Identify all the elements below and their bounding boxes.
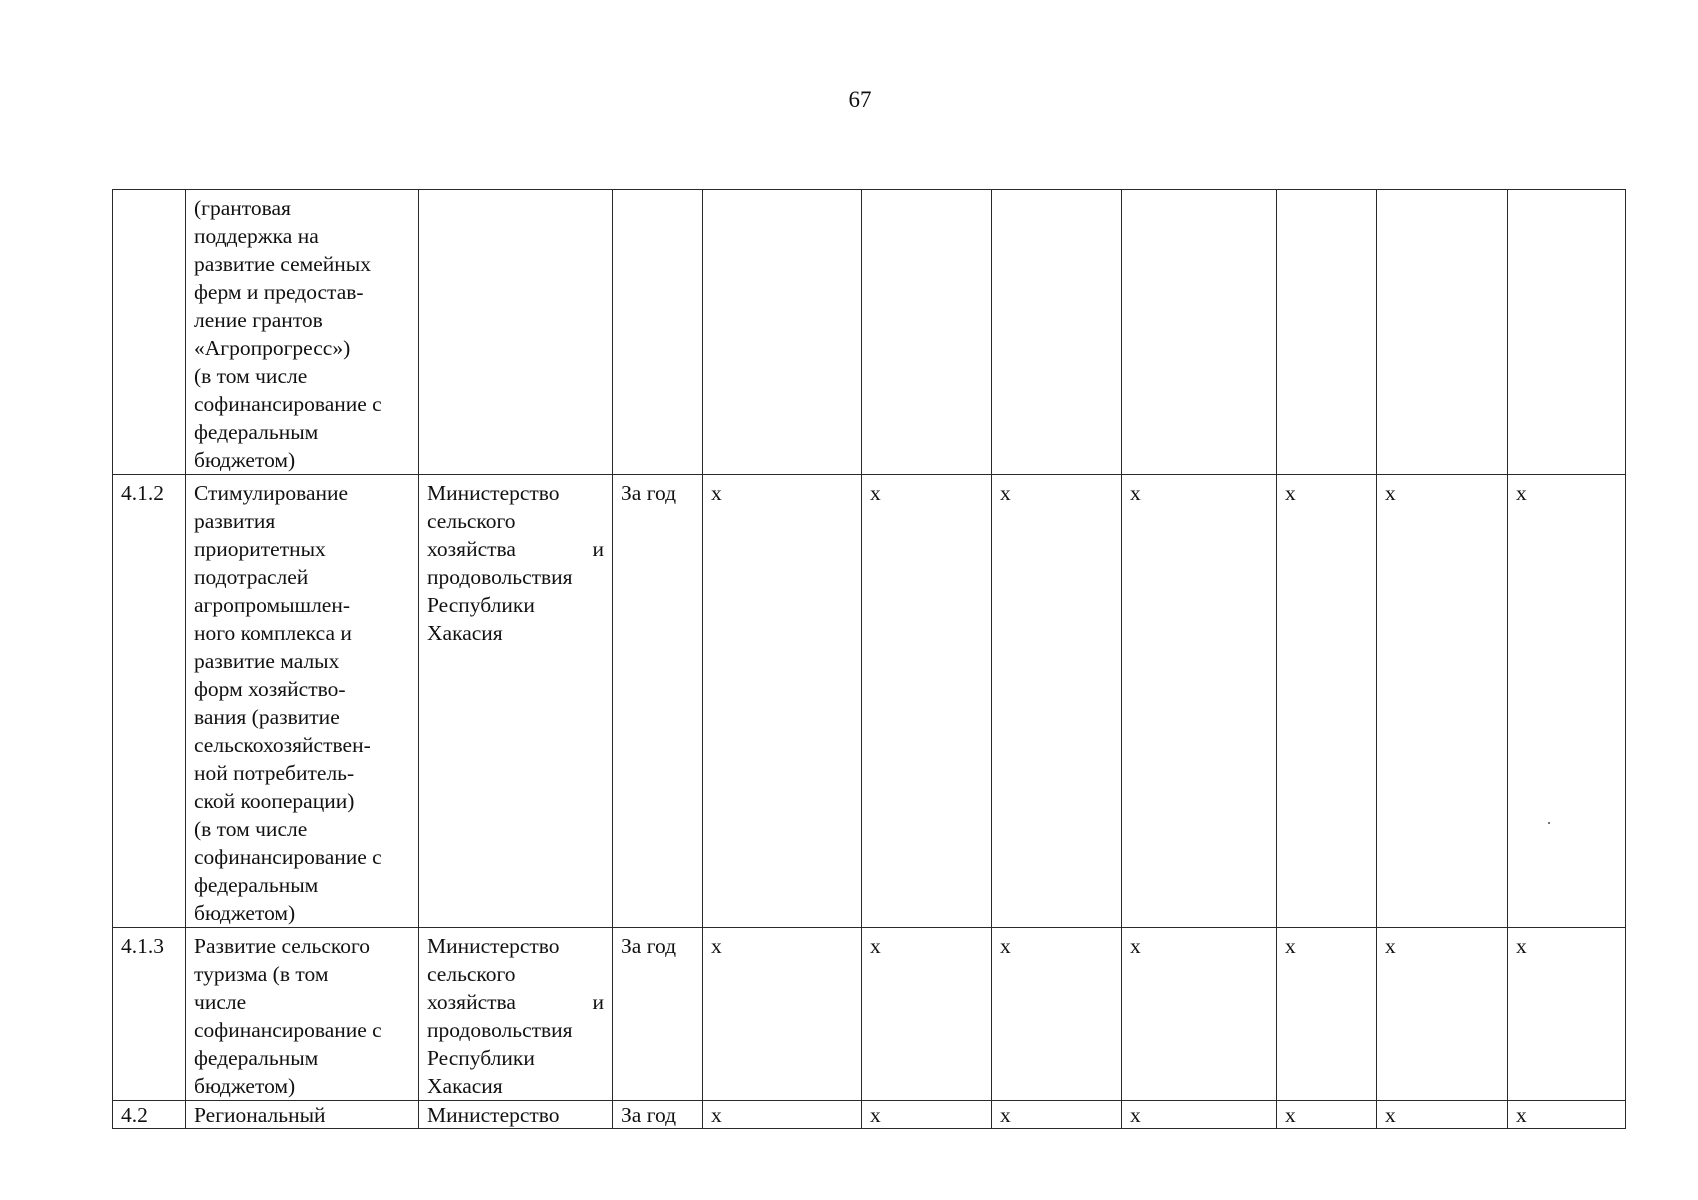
executor-text-top: Министерство сельского	[427, 481, 560, 533]
cell-value: x	[1377, 475, 1508, 928]
executor-word: и	[592, 990, 604, 1014]
scan-speck	[1548, 822, 1550, 824]
executor-text-bottom: продовольствия Республики Хакасия	[427, 565, 573, 645]
cell-value	[1508, 190, 1626, 475]
cell-measure-name: Стимулирование развития приоритетных подотраслей агропромышлен- ного комплекса и развитие малых форм хозяйство- вания (развитие сельскохозяйствен- ной потребитель- ской кооперации) (в том числе софинансирование с федеральным бюджетом)	[186, 475, 419, 928]
cell-value: x	[862, 928, 992, 1101]
cell-value: x	[703, 475, 862, 928]
cell-value: x	[1277, 928, 1377, 1101]
cell-measure-name: Развитие сельского туризма (в том числе софинансирование с федеральным бюджетом)	[186, 928, 419, 1101]
cell-value	[992, 190, 1122, 475]
executor-text-top: Министерство сельского	[427, 934, 560, 986]
executor-justified-line	[427, 535, 604, 563]
cell-value: x	[1122, 928, 1277, 1101]
table-row	[113, 190, 1626, 475]
cell-executor	[419, 928, 613, 1101]
table-row	[113, 475, 1626, 928]
cell-value: x	[1122, 1101, 1277, 1129]
cell-value: x	[1122, 475, 1277, 928]
cell-value	[1277, 190, 1377, 475]
executor-word: хозяйства	[427, 537, 516, 561]
cell-value: x	[703, 928, 862, 1101]
cell-number: 4.1.3	[113, 928, 186, 1101]
program-table	[112, 189, 1626, 1129]
cell-period	[613, 190, 703, 475]
cell-executor	[419, 190, 613, 475]
cell-period: За год	[613, 928, 703, 1101]
page-number: 67	[848, 87, 872, 112]
cell-value: x	[862, 475, 992, 928]
cell-value: x	[1508, 928, 1626, 1101]
cell-value: x	[1377, 928, 1508, 1101]
executor-text-bottom: продовольствия Республики Хакасия	[427, 1018, 573, 1098]
cell-number: 4.2	[113, 1101, 186, 1129]
executor-word: и	[592, 537, 604, 561]
executor-justified-line	[427, 988, 604, 1016]
cell-value: x	[703, 1101, 862, 1129]
cell-value: x	[1377, 1101, 1508, 1129]
cell-measure-name: (грантовая поддержка на развитие семейных ферм и предостав- ление грантов «Агропрогресс») (в том числе софинансирование с федеральным бюджетом)	[186, 190, 419, 475]
cell-value	[703, 190, 862, 475]
cell-number: 4.1.2	[113, 475, 186, 928]
cell-executor	[419, 475, 613, 928]
cell-value	[1122, 190, 1277, 475]
table-row	[113, 1101, 1626, 1129]
cell-measure-name: Региональный	[186, 1101, 419, 1129]
cell-value	[1377, 190, 1508, 475]
executor-word: хозяйства	[427, 990, 516, 1014]
cell-period: За год	[613, 1101, 703, 1129]
cell-value: x	[992, 475, 1122, 928]
table-row	[113, 928, 1626, 1101]
cell-value: x	[1277, 475, 1377, 928]
cell-value: x	[992, 1101, 1122, 1129]
cell-value: x	[1508, 475, 1626, 928]
cell-value: x	[1508, 1101, 1626, 1129]
cell-value: x	[862, 1101, 992, 1129]
cell-value: x	[1277, 1101, 1377, 1129]
cell-number	[113, 190, 186, 475]
cell-executor: Министерство	[419, 1101, 613, 1129]
cell-value	[862, 190, 992, 475]
cell-period: За год	[613, 475, 703, 928]
cell-value: x	[992, 928, 1122, 1101]
